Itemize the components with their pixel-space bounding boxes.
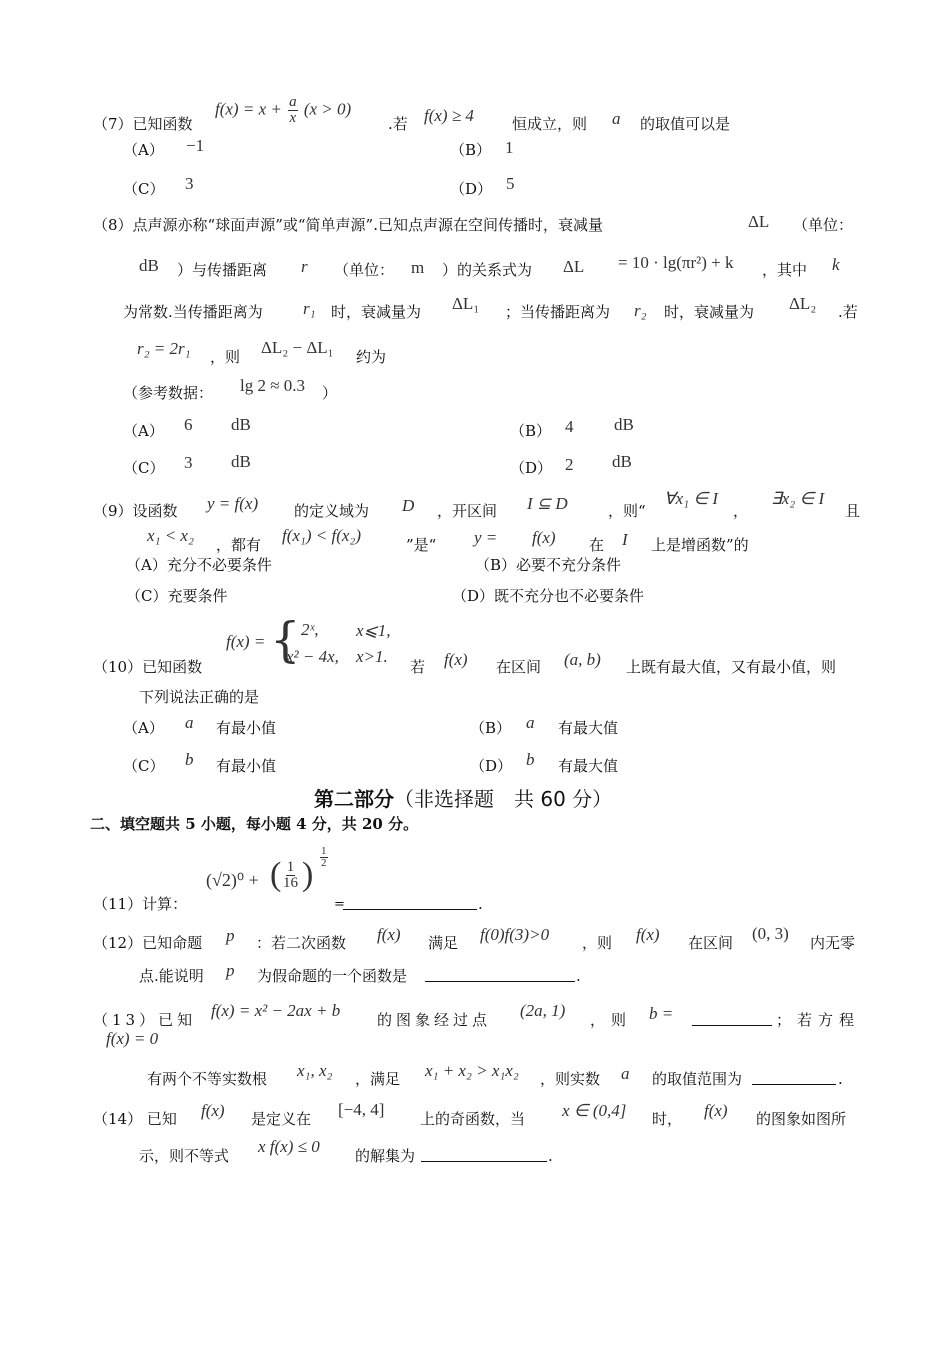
q9-fx: f(x) xyxy=(532,528,556,547)
q14-cond: x ∈ (0,4] xyxy=(562,1101,627,1120)
q8-r2: r₂ xyxy=(634,301,647,320)
q10-case1-expr: 2ˣ, xyxy=(301,620,319,639)
q12-a: （12）已知命题 xyxy=(93,934,203,952)
q10-optB-var: a xyxy=(526,713,535,732)
q7-optA-val: −1 xyxy=(186,136,205,155)
q8-r: r xyxy=(301,257,308,276)
q12-h: 为假命题的一个函数是 xyxy=(257,967,408,985)
q10-a: （10）已知函数 xyxy=(93,658,203,676)
q13-f: ，满足 xyxy=(355,1070,401,1088)
part2-title xyxy=(314,789,612,809)
q10-optD-var: b xyxy=(526,750,535,769)
q8-optC-unit: dB xyxy=(231,452,251,471)
part2-subtitle: （非选择题 共 60 分） xyxy=(394,787,613,811)
q14-e: 的图象如图所 xyxy=(756,1110,847,1128)
q13-roots: x₁, x₂ xyxy=(297,1061,333,1080)
q14-a: （14） 已知 xyxy=(93,1110,177,1128)
q10-brace: { xyxy=(270,612,301,668)
q10-flhs: f(x) = xyxy=(226,632,266,651)
q13-a-var: a xyxy=(621,1064,630,1083)
q9-exists: ∃x₂ ∈ I xyxy=(771,489,825,508)
q7-func-lhs: f(x) = x + xyxy=(215,99,282,119)
q8-l3a: 为常数.当传播距离为 xyxy=(123,303,263,321)
q11-frac-num: 1 xyxy=(286,859,295,875)
q10-optD-text: 有最大值 xyxy=(558,757,619,775)
q13-eq: f(x) = 0 xyxy=(106,1029,159,1048)
q10-optA-text: 有最小值 xyxy=(216,719,277,737)
q7-optC-val: 3 xyxy=(185,174,194,193)
q13-b-blank[interactable] xyxy=(692,1011,772,1026)
q8-l2d: ，其中 xyxy=(762,261,808,279)
q14-b: 是定义在 xyxy=(251,1110,312,1128)
q10-interval: (a, b) xyxy=(564,650,601,669)
q8-dl: ΔL xyxy=(748,212,770,231)
q8-optD-label: （D） xyxy=(510,459,553,477)
q9-optA: （A）充分不必要条件 xyxy=(126,556,272,574)
q7-func xyxy=(215,95,351,126)
q8-l2a: ）与传播距离 xyxy=(177,261,268,279)
q9-a: （9）设函数 xyxy=(93,502,178,520)
q13-c: ，则 xyxy=(590,1011,633,1029)
q8-ref-open: （参考数据： xyxy=(123,384,214,402)
q12-d: ，则 xyxy=(582,934,613,952)
q13-cond: x₁ + x₂ > x₁x₂ xyxy=(425,1061,519,1080)
q14-fx2: f(x) xyxy=(704,1101,728,1120)
q10-case1-cond: x⩽1, xyxy=(356,621,391,640)
q7-optA-label: （A） xyxy=(123,141,164,159)
q8-optD-unit: dB xyxy=(612,452,632,471)
q7-text2: 恒成立，则 xyxy=(512,115,588,133)
q8-optA-val: 6 xyxy=(184,415,193,434)
q13-end: . xyxy=(838,1070,843,1088)
q9-g: ，都有 xyxy=(216,536,262,554)
q8-optA-unit: dB xyxy=(231,415,251,434)
q13-g: ，则实数 xyxy=(540,1070,601,1088)
q12-c: 满足 xyxy=(428,934,459,952)
q9-optC: （C）充要条件 xyxy=(126,587,228,605)
q8-optD-val: 2 xyxy=(565,455,574,474)
q8-ref: lg 2 ≈ 0.3 xyxy=(240,376,306,395)
q11-paren-open: ( xyxy=(270,856,282,893)
q12-p2: p xyxy=(226,961,235,980)
q7-optD-label: （D） xyxy=(450,180,493,198)
q11-end: . xyxy=(478,895,483,913)
q9-h: ”是“ xyxy=(406,536,437,554)
q13-a: （13）已知 xyxy=(93,1011,197,1029)
q8-dl2b: ΔL₂ xyxy=(789,294,817,313)
q10-optC-var: b xyxy=(185,750,194,769)
q11-expr-a: (√2)⁰ + xyxy=(206,870,259,890)
q9-y: y = xyxy=(474,528,498,547)
q12-end: . xyxy=(576,967,581,985)
q9-j: 上是增函数”的 xyxy=(651,536,749,554)
q9-b: 的定义域为 xyxy=(294,502,370,520)
part2-title-main: 第二部分 xyxy=(314,787,394,811)
q13-b: 的图象经过点 xyxy=(377,1011,492,1029)
q11-a: （11）计算： xyxy=(93,895,188,913)
q8-optC-val: 3 xyxy=(184,453,193,472)
q9-d: ，则“ xyxy=(608,502,646,520)
q8-l2b: （单位： xyxy=(334,261,395,279)
q8-l2c: ）的关系式为 xyxy=(442,261,533,279)
q10-optA-label: （A） xyxy=(123,719,164,737)
q8-k: k xyxy=(832,255,840,274)
q14-fx: f(x) xyxy=(201,1101,225,1120)
q12-cond: f(0)f(3)>0 xyxy=(480,925,550,944)
q8-db: dB xyxy=(139,256,159,275)
q8-l3e: .若 xyxy=(838,303,858,321)
q9-f: 且 xyxy=(845,502,861,520)
q8-m: m xyxy=(411,258,425,277)
q13-point: (2a, 1) xyxy=(520,1001,566,1020)
q9-sub: I ⊆ D xyxy=(527,494,568,513)
q7-frac xyxy=(288,95,298,126)
q9-i: 在 xyxy=(589,536,605,554)
q8-l3b: 时，衰减量为 xyxy=(331,303,422,321)
q9-cond: x₁ < x₂ xyxy=(147,526,194,545)
q8-formula: = 10 · lg(πr²) + k xyxy=(618,253,734,272)
q7-optD-val: 5 xyxy=(506,174,515,193)
q12-fx2: f(x) xyxy=(636,925,660,944)
q7-text3: 的取值可以是 xyxy=(640,115,731,133)
q12-fx: f(x) xyxy=(377,925,401,944)
q8-l3c: ；当传播距离为 xyxy=(505,303,611,321)
q7-domain: (x > 0) xyxy=(303,99,352,119)
q7-var: a xyxy=(612,109,621,128)
q11-answer-blank[interactable] xyxy=(343,895,477,910)
q12-p: p xyxy=(226,926,235,945)
q8-optB-val: 4 xyxy=(565,417,574,436)
q12-b: ：若二次函数 xyxy=(256,934,347,952)
q12-interval: (0, 3) xyxy=(752,924,789,943)
q7-optB-label: （B） xyxy=(450,141,492,159)
q7-frac-den: x xyxy=(289,110,297,126)
q14-g: 的解集为 xyxy=(355,1147,416,1165)
q14-d: 时， xyxy=(652,1110,683,1128)
q11-frac-den: 16 xyxy=(283,875,298,891)
q11-exp-num: 1 xyxy=(321,845,327,857)
q8-r1: r₁ xyxy=(303,299,316,318)
q8-l4b: 约为 xyxy=(356,348,387,366)
q8-l3d: 时，衰减量为 xyxy=(664,303,755,321)
q10-optD-label: （D） xyxy=(470,757,513,775)
q9-I: I xyxy=(622,530,628,549)
q7-frac-num: a xyxy=(289,94,297,110)
q8-dl2: ΔL xyxy=(563,257,585,276)
q10-optC-label: （C） xyxy=(123,757,165,775)
q13-func: f(x) = x² − 2ax + b xyxy=(211,1001,341,1020)
q12-e: 在区间 xyxy=(688,934,734,952)
q14-ineq: x f(x) ≤ 0 xyxy=(258,1137,320,1156)
section-heading: 二、填空题共 5 小题，每小题 4 分，共 20 分。 xyxy=(90,815,419,833)
q7-optC-label: （C） xyxy=(123,180,165,198)
q10-optA-var: a xyxy=(185,713,194,732)
q14-f: 示，则不等式 xyxy=(139,1147,230,1165)
q10-b: 若 xyxy=(410,658,426,676)
q8-optA-label: （A） xyxy=(123,422,164,440)
q14-end: . xyxy=(548,1147,553,1165)
q12-f: 内无零 xyxy=(810,934,856,952)
q9-e: ， xyxy=(733,502,749,520)
q10-c: 在区间 xyxy=(496,658,542,676)
q10-e: 下列说法正确的是 xyxy=(139,688,260,706)
q11-exp-den: 2 xyxy=(321,857,327,869)
q10-case2-expr: x² − 4x, xyxy=(286,647,339,666)
q8-dl1: ΔL₁ xyxy=(452,294,480,313)
q10-d: 上既有最大值，又有最小值，则 xyxy=(626,658,837,676)
q9-ineq: f(x₁) < f(x₂) xyxy=(282,526,361,545)
q8-optB-label: （B） xyxy=(510,422,552,440)
q8-line1: （8）点声源亦称“球面声源”或“简单声源”.已知点声源在空间传播时，衰减量 xyxy=(93,216,603,234)
q7-label: （7）已知函数 xyxy=(93,115,193,133)
q10-fx: f(x) xyxy=(444,650,468,669)
q10-optB-text: 有最大值 xyxy=(558,719,619,737)
q9-forall: ∀x₁ ∈ I xyxy=(664,489,719,508)
q8-ref-close: ） xyxy=(322,384,338,402)
q8-optC-label: （C） xyxy=(123,459,165,477)
q12-answer-blank[interactable] xyxy=(425,967,575,982)
q10-optB-label: （B） xyxy=(470,719,512,737)
q11-eq: = xyxy=(334,897,345,912)
q10-case2-cond: x>1. xyxy=(356,647,388,666)
q8-unit-open: （单位： xyxy=(793,216,854,234)
q11-frac xyxy=(283,860,298,891)
q8-optB-unit: dB xyxy=(614,415,634,434)
q14-answer-blank[interactable] xyxy=(421,1147,547,1162)
q10-optC-text: 有最小值 xyxy=(216,757,277,775)
q7-ineq: f(x) ≥ 4 xyxy=(424,106,474,125)
q8-diff: ΔL₂ − ΔL₁ xyxy=(261,338,334,357)
q13-h: 的取值范围为 xyxy=(652,1070,743,1088)
q8-l4a: ，则 xyxy=(210,348,241,366)
q11-paren-close: ) xyxy=(302,856,314,893)
q13-e: 有两个不等实数根 xyxy=(147,1070,268,1088)
q9-c: ，开区间 xyxy=(437,502,498,520)
q7-optB-val: 1 xyxy=(505,138,514,157)
q9-optB: （B）必要不充分条件 xyxy=(475,556,622,574)
q7-ruo: .若 xyxy=(388,115,408,133)
q11-exponent xyxy=(320,846,328,869)
q13-range-blank[interactable] xyxy=(752,1070,836,1085)
q13-d: ；若方程 xyxy=(776,1011,861,1029)
q14-c: 上的奇函数，当 xyxy=(420,1110,526,1128)
q13-beq: b = xyxy=(649,1004,674,1023)
q14-domain: [−4, 4] xyxy=(338,1100,385,1119)
q8-cond: r₂ = 2r₁ xyxy=(137,339,191,358)
q9-optD: （D）既不充分也不必要条件 xyxy=(452,587,645,605)
q9-func: y = f(x) xyxy=(207,494,259,513)
q9-D: D xyxy=(402,496,415,515)
q12-g: 点.能说明 xyxy=(139,967,204,985)
